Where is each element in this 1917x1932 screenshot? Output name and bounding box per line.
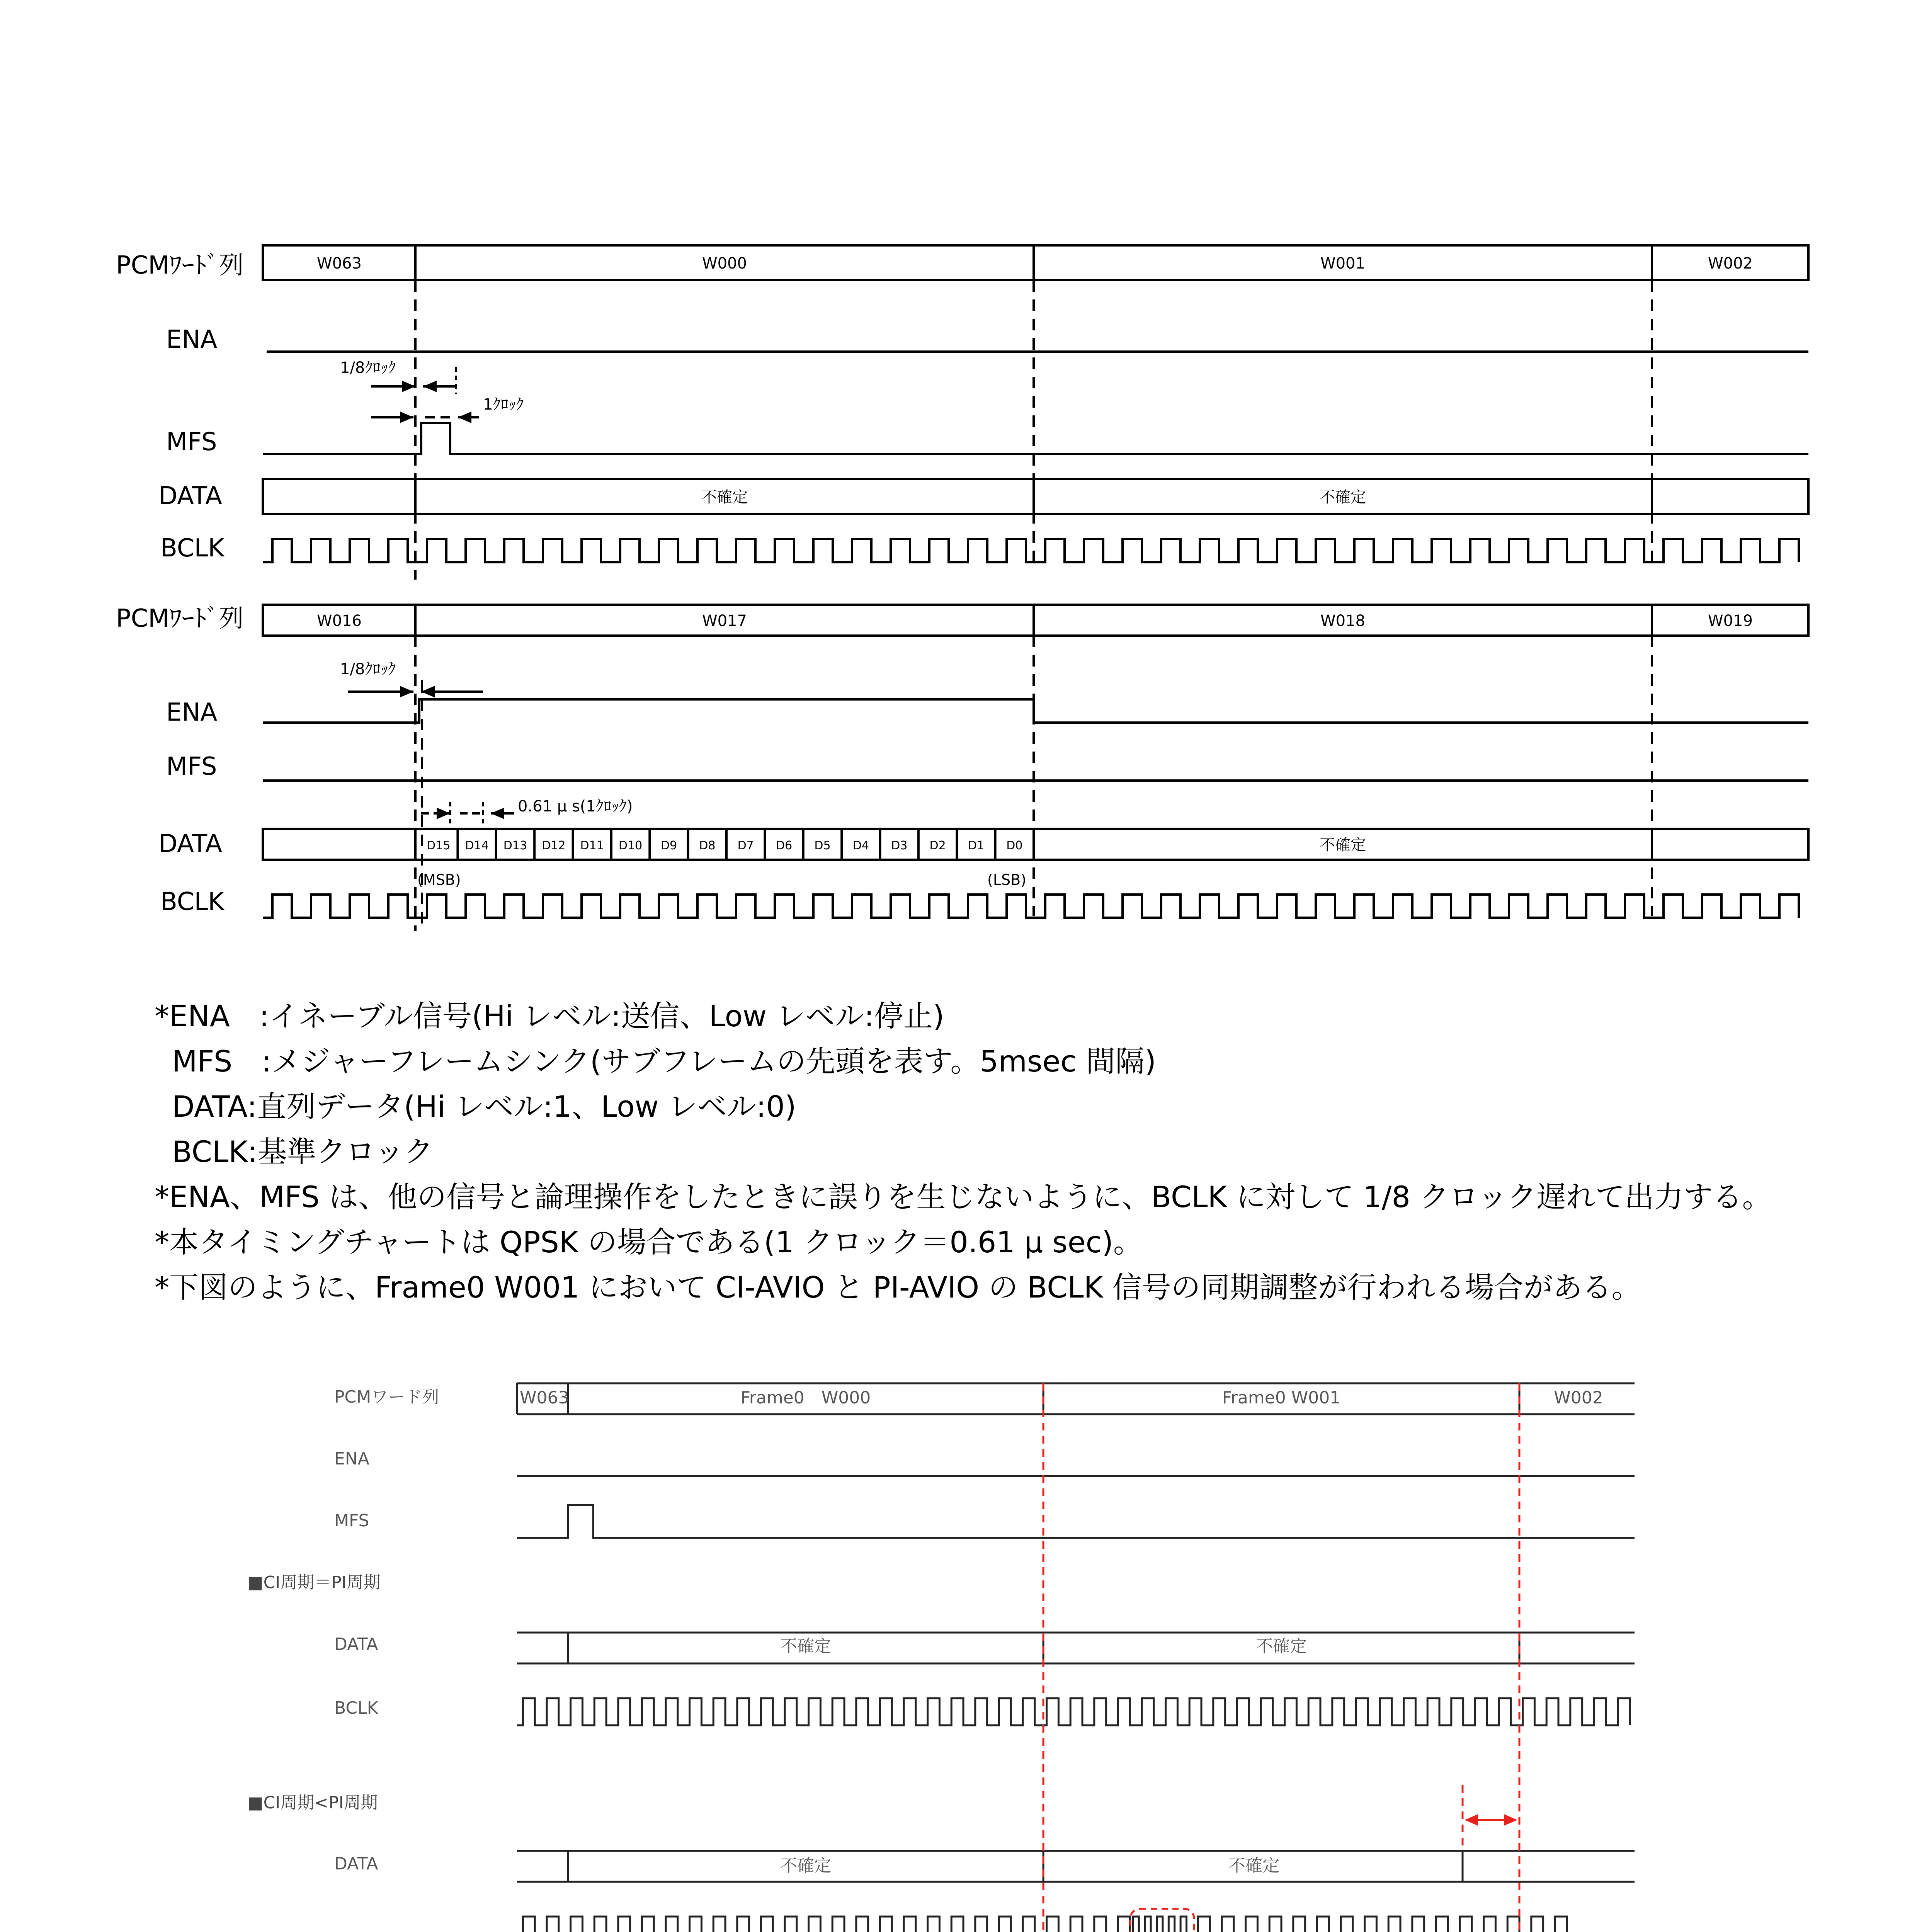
s-case-less: ■CI周期<PI周期 xyxy=(247,1793,378,1813)
t2-bclk-label: BCLK xyxy=(160,888,225,916)
s-word-row-label: PCMワード列 xyxy=(334,1387,439,1407)
s-lt-undetermined-2: 不確定 xyxy=(1228,1856,1279,1876)
t1-data-bus xyxy=(263,479,1808,514)
s-lt-data-label: DATA xyxy=(334,1854,378,1874)
bit-d11: D11 xyxy=(580,839,604,852)
t1-word-w000: W000 xyxy=(702,255,747,272)
bit-d12: D12 xyxy=(542,839,566,852)
t1-data-label: DATA xyxy=(158,482,222,510)
bit-d14: D14 xyxy=(465,839,489,852)
bit-d4: D4 xyxy=(852,839,869,852)
s-eq-data-label: DATA xyxy=(334,1634,378,1654)
bit-d0: D0 xyxy=(1006,839,1023,852)
t2-ena-signal xyxy=(263,699,1808,723)
t1-word-w001: W001 xyxy=(1320,255,1365,272)
t2-data-bits xyxy=(427,829,1022,860)
sync-adjust-diagram xyxy=(247,1383,1635,1932)
s-word-w002: W002 xyxy=(1554,1388,1603,1408)
bit-d3: D3 xyxy=(891,839,908,852)
s-lt-undetermined-1: 不確定 xyxy=(780,1856,831,1876)
s-eq-bclk-label: BCLK xyxy=(334,1698,378,1718)
t2-msb-label: (MSB) xyxy=(417,871,461,888)
bit-d1: D1 xyxy=(968,839,985,852)
s-eq-undetermined-1: 不確定 xyxy=(780,1636,831,1656)
s-word-frame0-w001: Frame0 W001 xyxy=(1222,1388,1341,1408)
s-eq-bclk-signal xyxy=(517,1698,1630,1725)
t1-word-box xyxy=(263,245,1808,280)
bit-d15: D15 xyxy=(427,839,451,852)
t1-mfs-signal xyxy=(263,423,1808,454)
t1-word-row-label: PCMﾜｰﾄﾞ列 xyxy=(116,251,244,280)
note-sync: *下図のように、Frame0 W001 において CI-AVIO と PI-AVIO の BCLK 信号の同期調整が行われる場合がある。 xyxy=(155,1270,1641,1304)
note-mfs: MFS :メジャーフレームシンク(サブフレームの先頭を表す。5msec 間隔) xyxy=(172,1044,1156,1078)
t2-word-box xyxy=(263,605,1808,636)
s-mfs-signal xyxy=(517,1505,1635,1538)
timing-chart-bottom xyxy=(116,604,1808,931)
t2-annot-eighth: 1/8ｸﾛｯｸ xyxy=(340,660,396,678)
t2-word-w017: W017 xyxy=(702,612,747,630)
s-lt-bclk-signal xyxy=(517,1917,1579,1932)
note-delay: *ENA、MFS は、他の信号と論理操作をしたときに誤りを生じないように、BCLK に対して 1/8 クロック遅れて出力する。 xyxy=(155,1180,1772,1214)
t1-ena-label: ENA xyxy=(166,325,218,354)
s-word-frame0-w000: Frame0 W000 xyxy=(740,1388,871,1408)
t2-mfs-label: MFS xyxy=(166,752,217,781)
s-ena-label: ENA xyxy=(334,1449,369,1469)
bit-d13: D13 xyxy=(503,839,527,852)
bit-d10: D10 xyxy=(618,839,643,852)
t2-data-undetermined: 不確定 xyxy=(1320,836,1366,854)
note-qpsk: *本タイミングチャートは QPSK の場合である(1 クロック＝0.61 μ sec)。 xyxy=(155,1225,1143,1259)
t1-data-undetermined-2: 不確定 xyxy=(1320,488,1366,506)
note-bclk: BCLK:基準クロック xyxy=(172,1134,434,1169)
t2-word-w016: W016 xyxy=(317,612,362,630)
t1-mfs-label: MFS xyxy=(166,428,217,456)
t2-annot-period: 0.61 μ s(1ｸﾛｯｸ) xyxy=(518,798,633,815)
s-mfs-label: MFS xyxy=(334,1511,369,1531)
bit-d5: D5 xyxy=(814,839,831,852)
bit-d6: D6 xyxy=(776,839,793,852)
bit-d7: D7 xyxy=(737,839,754,852)
bit-d8: D8 xyxy=(699,839,716,852)
t2-lsb-label: (LSB) xyxy=(987,871,1027,888)
t1-data-undetermined-1: 不確定 xyxy=(701,488,748,506)
s-word-w063: W063 xyxy=(520,1388,569,1408)
s-case-equal: ■CI周期＝PI周期 xyxy=(247,1573,381,1592)
s-eq-undetermined-2: 不確定 xyxy=(1256,1636,1307,1656)
sync-adjust-annotations xyxy=(1043,1383,1579,1932)
t1-annot-one: 1ｸﾛｯｸ xyxy=(483,396,524,413)
bit-d9: D9 xyxy=(660,839,677,852)
t2-word-w019: W019 xyxy=(1708,612,1753,630)
t2-data-bus xyxy=(263,829,1808,860)
t1-bclk-signal xyxy=(263,539,1799,562)
t2-bclk-signal xyxy=(263,895,1799,918)
t2-word-w018: W018 xyxy=(1320,612,1365,630)
t2-data-label: DATA xyxy=(158,830,222,858)
t1-annot-eighth: 1/8ｸﾛｯｸ xyxy=(340,359,396,377)
timing-chart-top xyxy=(116,245,1808,580)
note-ena: *ENA :イネーブル信号(Hi レベル:送信、Low レベル:停止) xyxy=(155,999,944,1033)
t1-word-w002: W002 xyxy=(1708,255,1753,272)
note-data: DATA:直列データ(Hi レベル:1、Low レベル:0) xyxy=(172,1089,796,1124)
t2-word-row-label: PCMﾜｰﾄﾞ列 xyxy=(116,604,244,633)
t1-word-w063: W063 xyxy=(317,255,362,272)
t2-ena-label: ENA xyxy=(166,698,218,727)
t1-bclk-label: BCLK xyxy=(160,534,225,563)
bit-d2: D2 xyxy=(929,839,946,852)
